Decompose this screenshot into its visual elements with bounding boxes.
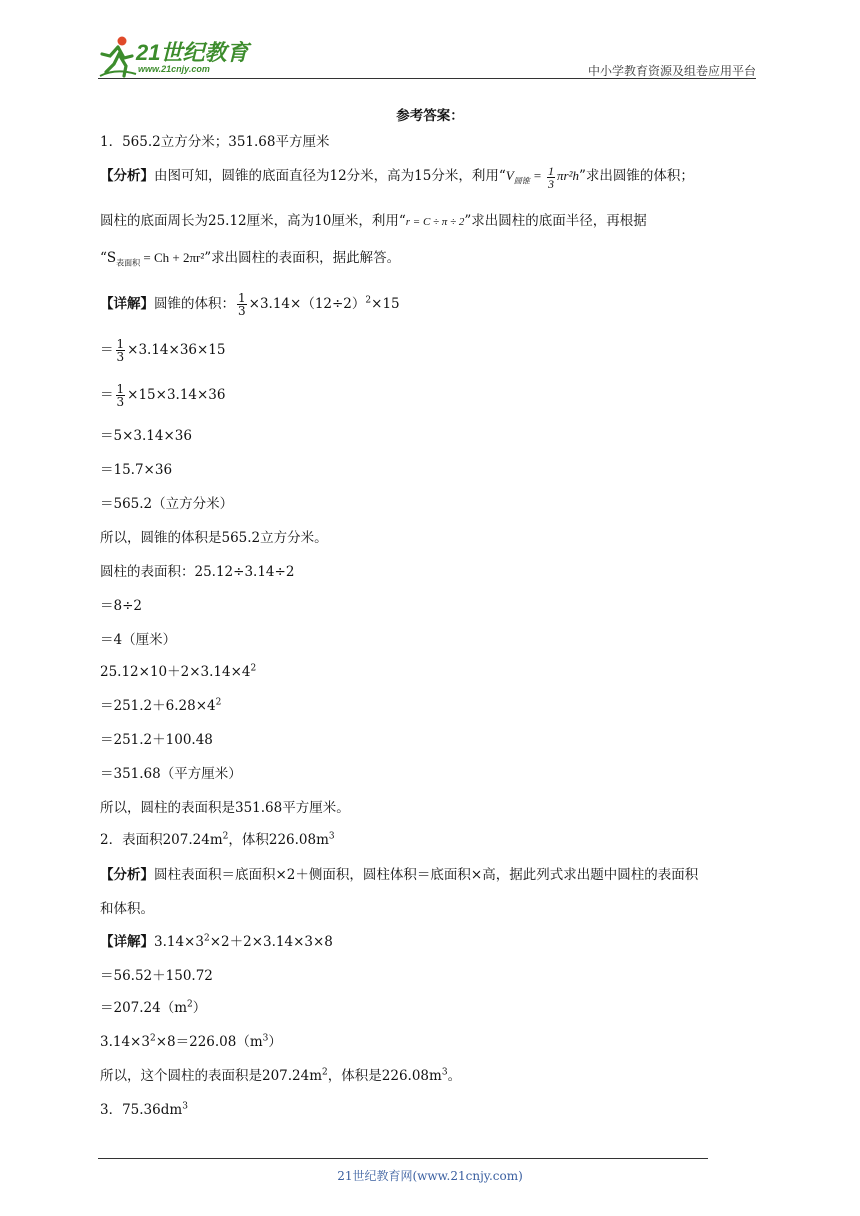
answer-1-detail-line-10: ＝4（厘米） xyxy=(100,632,177,648)
site-logo xyxy=(98,34,258,78)
answer-2-analysis-line-2: 和体积。 xyxy=(100,901,154,917)
fraction-denominator: 3 xyxy=(548,176,554,191)
text: ×3.14×36×15 xyxy=(127,342,226,358)
analysis-text: 由图可知，圆锥的底面直径为12分米，高为15分米，利用“ xyxy=(154,168,506,184)
detail-label: 【详解】 xyxy=(100,296,154,312)
answer-1-detail-line-12 xyxy=(100,694,221,714)
text: “S xyxy=(100,250,117,266)
answer-1-detail-line-5: ＝15.7×36 xyxy=(100,462,173,478)
answer-2-detail-line-2: ＝56.52＋150.72 xyxy=(100,968,213,984)
answer-1-detail-line-13: ＝251.2＋100.48 xyxy=(100,732,213,748)
exponent: 2 xyxy=(215,697,222,708)
text: ×15×3.14×36 xyxy=(127,387,226,403)
answer-1-detail-line-2 xyxy=(100,338,226,363)
text: ） xyxy=(268,1034,282,1050)
text: 2．表面积207.24m xyxy=(100,832,223,848)
runner-icon xyxy=(98,34,138,78)
footer-divider xyxy=(98,1158,708,1159)
header-slogan: 中小学教育资源及组卷应用平台 xyxy=(587,64,756,78)
detail-label: 【详解】 xyxy=(100,934,154,950)
answer-1-detail-line-11 xyxy=(100,660,256,680)
text: ×2＋2×3.14×3×8 xyxy=(209,934,333,950)
exponent: 2 xyxy=(365,295,372,306)
surface-area-formula: = Ch + 2πr² xyxy=(140,250,205,265)
footer-link[interactable]: 21世纪教育网(www.21cnjy.com) xyxy=(337,1169,523,1183)
fraction-denominator: 3 xyxy=(238,304,246,318)
answer-1-analysis-line-2 xyxy=(100,209,647,229)
header-divider xyxy=(98,78,756,79)
logo-text: 21世纪教育 xyxy=(136,40,249,65)
text: 所以，这个圆柱的表面积是207.24m xyxy=(100,1068,323,1084)
answer-1-detail-line-1 xyxy=(100,292,400,317)
answer-2-detail-line-1 xyxy=(100,930,333,950)
answer-1-detail-line-3 xyxy=(100,383,226,408)
answer-1-detail-line-7: 所以，圆锥的体积是565.2立方分米。 xyxy=(100,530,328,546)
answer-2-heading xyxy=(100,828,335,848)
fraction-numerator: 1 xyxy=(548,163,554,178)
answer-1-analysis-line-1 xyxy=(100,164,694,190)
fraction xyxy=(116,338,126,363)
page-title: 参考答案： xyxy=(396,108,464,124)
text: ＝207.24（m xyxy=(100,1000,188,1016)
page-header xyxy=(98,30,756,82)
exponent: 2 xyxy=(203,933,210,944)
exponent: 3 xyxy=(328,831,335,842)
answer-3-heading xyxy=(100,1098,188,1118)
formula-sub: 圆锥 xyxy=(513,176,530,186)
fraction xyxy=(547,165,555,190)
text: 25.12×10＋2×3.14×4 xyxy=(100,664,251,680)
fraction-numerator: 1 xyxy=(238,291,246,305)
text: ×15 xyxy=(371,296,400,312)
analysis-label: 【分析】 xyxy=(100,168,154,184)
text: 3.14×3 xyxy=(100,1034,150,1050)
answer-1-detail-line-15: 所以，圆柱的表面积是351.68平方厘米。 xyxy=(100,800,350,816)
answer-1-detail-line-4: ＝5×3.14×36 xyxy=(100,428,192,444)
exponent: 2 xyxy=(149,1033,156,1044)
radius-formula: r = C ÷ π ÷ 2 xyxy=(405,216,465,228)
formula-rest: πr²h xyxy=(557,168,579,183)
logo-url: www.21cnjy.com xyxy=(138,64,210,74)
text: ） xyxy=(192,1000,207,1016)
fraction-denominator: 3 xyxy=(116,350,125,364)
exponent: 2 xyxy=(250,663,257,674)
text: 3.14×3 xyxy=(154,934,204,950)
formula-eq: = xyxy=(529,168,545,183)
exponent: 3 xyxy=(441,1067,448,1078)
exponent: 3 xyxy=(182,1101,188,1112)
fraction xyxy=(237,292,247,317)
exponent: 2 xyxy=(322,1067,328,1078)
exponent: 2 xyxy=(222,831,229,842)
answer-1-detail-line-14: ＝351.68（平方厘米） xyxy=(100,766,242,782)
exponent: 2 xyxy=(187,999,193,1010)
text: 圆柱表面积＝底面积×2＋侧面积，圆柱体积＝底面积×高，据此列式求出题中圆柱的表面积 xyxy=(154,867,699,883)
fraction-numerator: 1 xyxy=(116,337,125,351)
text: 圆锥的体积： xyxy=(154,296,235,312)
answer-2-detail-line-4 xyxy=(100,1030,282,1050)
fraction-numerator: 1 xyxy=(116,382,125,396)
text: ”求出圆柱的底面半径，再根据 xyxy=(464,213,647,229)
text: ×8＝226.08（m xyxy=(155,1034,263,1050)
answer-1-detail-line-8: 圆柱的表面积：25.12÷3.14÷2 xyxy=(100,564,295,580)
text: ”求出圆柱的表面积，据此解答。 xyxy=(204,250,401,266)
formula-v: V xyxy=(505,168,514,183)
text: ，体积226.08m xyxy=(228,832,329,848)
answer-2-detail-line-3 xyxy=(100,996,206,1016)
answer-2-conclusion xyxy=(100,1064,461,1084)
answer-2-analysis-line-1 xyxy=(100,863,698,883)
answer-1-heading: 1．565.2立方分米；351.68平方厘米 xyxy=(100,134,330,150)
exponent: 3 xyxy=(262,1033,269,1044)
fraction-denominator: 3 xyxy=(116,395,125,409)
text: 。 xyxy=(447,1068,462,1084)
answer-1-analysis-line-3 xyxy=(100,246,400,269)
text: ＝251.2＋6.28×4 xyxy=(100,698,216,714)
analysis-text-end: ”求出圆锥的体积； xyxy=(578,168,694,184)
text: ＝ xyxy=(100,342,114,358)
answer-1-detail-line-6: ＝565.2（立方分米） xyxy=(100,496,234,512)
analysis-label: 【分析】 xyxy=(100,867,154,883)
text: ＝ xyxy=(100,387,114,403)
answer-1-detail-line-9: ＝8÷2 xyxy=(100,598,142,614)
text: 圆柱的底面周长为25.12厘米，高为10厘米，利用“ xyxy=(100,213,406,229)
text: 3．75.36dm xyxy=(100,1102,183,1118)
fraction xyxy=(116,383,126,408)
formula-sub: 表面积 xyxy=(116,258,141,268)
text: ×3.14×（12÷2） xyxy=(248,296,366,312)
cone-volume-formula xyxy=(505,163,579,191)
text: ，体积是226.08m xyxy=(327,1068,442,1084)
